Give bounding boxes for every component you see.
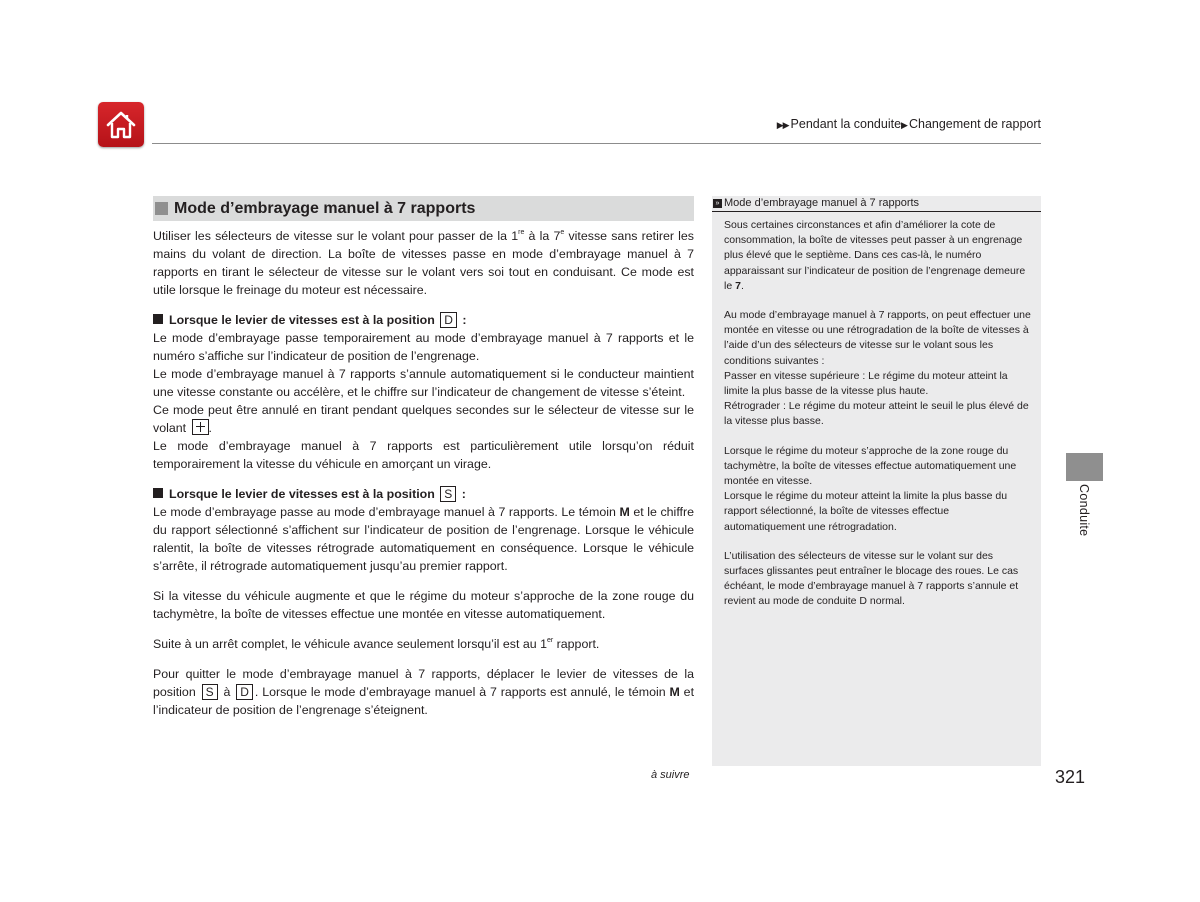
section-square-icon	[155, 202, 168, 215]
section-title-text: Mode d’embrayage manuel à 7 rapports	[174, 199, 476, 217]
plus-selector-icon	[192, 419, 209, 435]
page-number: 321	[1055, 767, 1086, 787]
home-button[interactable]	[98, 102, 144, 147]
paragraph-d-4: Le mode d’embrayage manuel à 7 rapports est particulièrement utile lorsqu’on réduit temporairement la vitesse du véhicule en amorçant un virage.	[153, 439, 694, 471]
triangle-right-icon: ▶▶	[776, 120, 789, 130]
breadcrumb-item-gear-shifting[interactable]: Changement de rapport	[908, 117, 1041, 131]
breadcrumb	[777, 117, 1041, 131]
paragraph-speed: Si la vitesse du véhicule augmente et que le régime du moteur s’approche de la zone rouge du tachymètre, la boîte de vitesses effectue une montée en vitesse automatiquement.	[153, 589, 694, 621]
section-title	[153, 196, 694, 221]
sidebar-downshift: Rétrograder : Le régime du moteur atteint le seuil le plus élevé de la vitesse plus basse.	[724, 400, 1029, 428]
sidebar-heading: » Mode d’embrayage manuel à 7 rapports	[712, 196, 1041, 212]
paragraph-quit: Pour quitter le mode d’embrayage manuel à 7 rapports, déplacer le levier de vitesses de la position S à D . Lorsque le mode d’embrayage manuel à 7 rapports est annulé, le témoin M et l’indicateur de position de l’engrenage s’éteignent.	[153, 667, 695, 717]
sidebar-paragraph-1: Sous certaines circonstances et afin d’améliorer la cote de consommation, la boîte de vitesses peut passer à un engrenage plus élevé que le septième. Dans ces cas-là, le numéro apparaissant sur l’indicateur de position de l’engrenage demeure le 7.	[724, 219, 1026, 292]
subheading-position-s: Lorsque le levier de vitesses est à la position S :	[153, 485, 694, 503]
gear-key-d: D	[236, 684, 253, 700]
sidebar-paragraph-5: L’utilisation des sélecteurs de vitesse sur le volant sur des surfaces glissantes peut entraîner le blocage des roues. Le cas échéant, le mode d’embrayage manuel à 7 rapports s’annule et revient au mode de conduite D normal.	[724, 549, 1019, 608]
sidebar-paragraph-2: Au mode d’embrayage manuel à 7 rapports, on peut effectuer une montée en vitesse ou une rétrogradation de la boîte de vitesses à l’aide d’un des sélecteurs de vitesse sur le volant sous les conditions suivantes :	[724, 309, 1031, 367]
breadcrumb-item-driving[interactable]: Pendant la conduite	[790, 117, 902, 131]
reference-icon: »	[713, 199, 722, 208]
gear-key-d: D	[440, 312, 457, 328]
paragraph-stop: Suite à un arrêt complet, le véhicule avance seulement lorsqu’il est au 1er rapport.	[153, 637, 600, 651]
subheading-position-d: Lorsque le levier de vitesses est à la position D :	[153, 311, 694, 329]
header-divider	[152, 143, 1041, 144]
paragraph-d-3: Ce mode peut être annulé en tirant pendant quelques secondes sur le sélecteur de vitesse sur le volant .	[153, 403, 694, 435]
continue-note: à suivre	[651, 769, 690, 781]
triangle-right-icon: ▶	[901, 120, 907, 130]
bullet-square-icon	[153, 314, 163, 324]
gear-key-s: S	[202, 684, 218, 700]
sidebar-upshift: Passer en vitesse supérieure : Le régime du moteur atteint la limite la plus basse de la vitesse plus haute.	[724, 369, 1008, 398]
bullet-square-icon	[153, 488, 163, 498]
main-content	[153, 196, 694, 719]
sidebar-paragraph-4: Lorsque le régime du moteur atteint la limite la plus basse du rapport sélectionné, la boîte de vitesses effectue automatiquement une rétrogradation.	[724, 490, 1008, 533]
chapter-tab[interactable]	[1066, 453, 1103, 481]
paragraph-s-1: Le mode d’embrayage passe au mode d’embrayage manuel à 7 rapports. Le témoin M et le chiffre du rapport sélectionné s’affichent sur l’indicateur de position de l’engrenage. Lorsque le véhicule ralentit, la boîte de vitesses rétrograde automatiquement en conséquence. Lorsque le véhicule s’arrête, il rétrograde automatiquement jusqu’au premier rapport.	[153, 505, 694, 573]
paragraph-d-1: Le mode d’embrayage passe temporairement au mode d’embrayage manuel à 7 rapports et le numéro s’affiche sur l’indicateur de position de l’engrenage.	[153, 331, 694, 363]
paragraph-d-2: Le mode d’embrayage manuel à 7 rapports s’annule automatiquement si le conducteur maintient une vitesse constante ou accélère, et le chiffre sur l’indicateur de changement de vitesse s’éteint.	[153, 367, 694, 399]
sidebar-paragraph-3: Lorsque le régime du moteur s’approche de la zone rouge du tachymètre, la boîte de vitesses effectue automatiquement une montée en vitesse.	[724, 444, 1017, 488]
chapter-tab-label: Conduite	[1077, 484, 1091, 537]
home-icon	[105, 110, 137, 140]
intro-paragraph: Utiliser les sélecteurs de vitesse sur le volant pour passer de la 1re à la 7e vitesse sans retirer les mains du volant de direction. La boîte de vitesses passe en mode d’embrayage manuel à 7 rapports en tirant le sélecteur de vitesse sur le volant vers soi tout en conduisant. Ce mode est utile lorsque le freinage du moteur est nécessaire.	[153, 229, 694, 297]
gear-key-s: S	[440, 486, 456, 502]
sidebar-notes	[712, 196, 1041, 766]
